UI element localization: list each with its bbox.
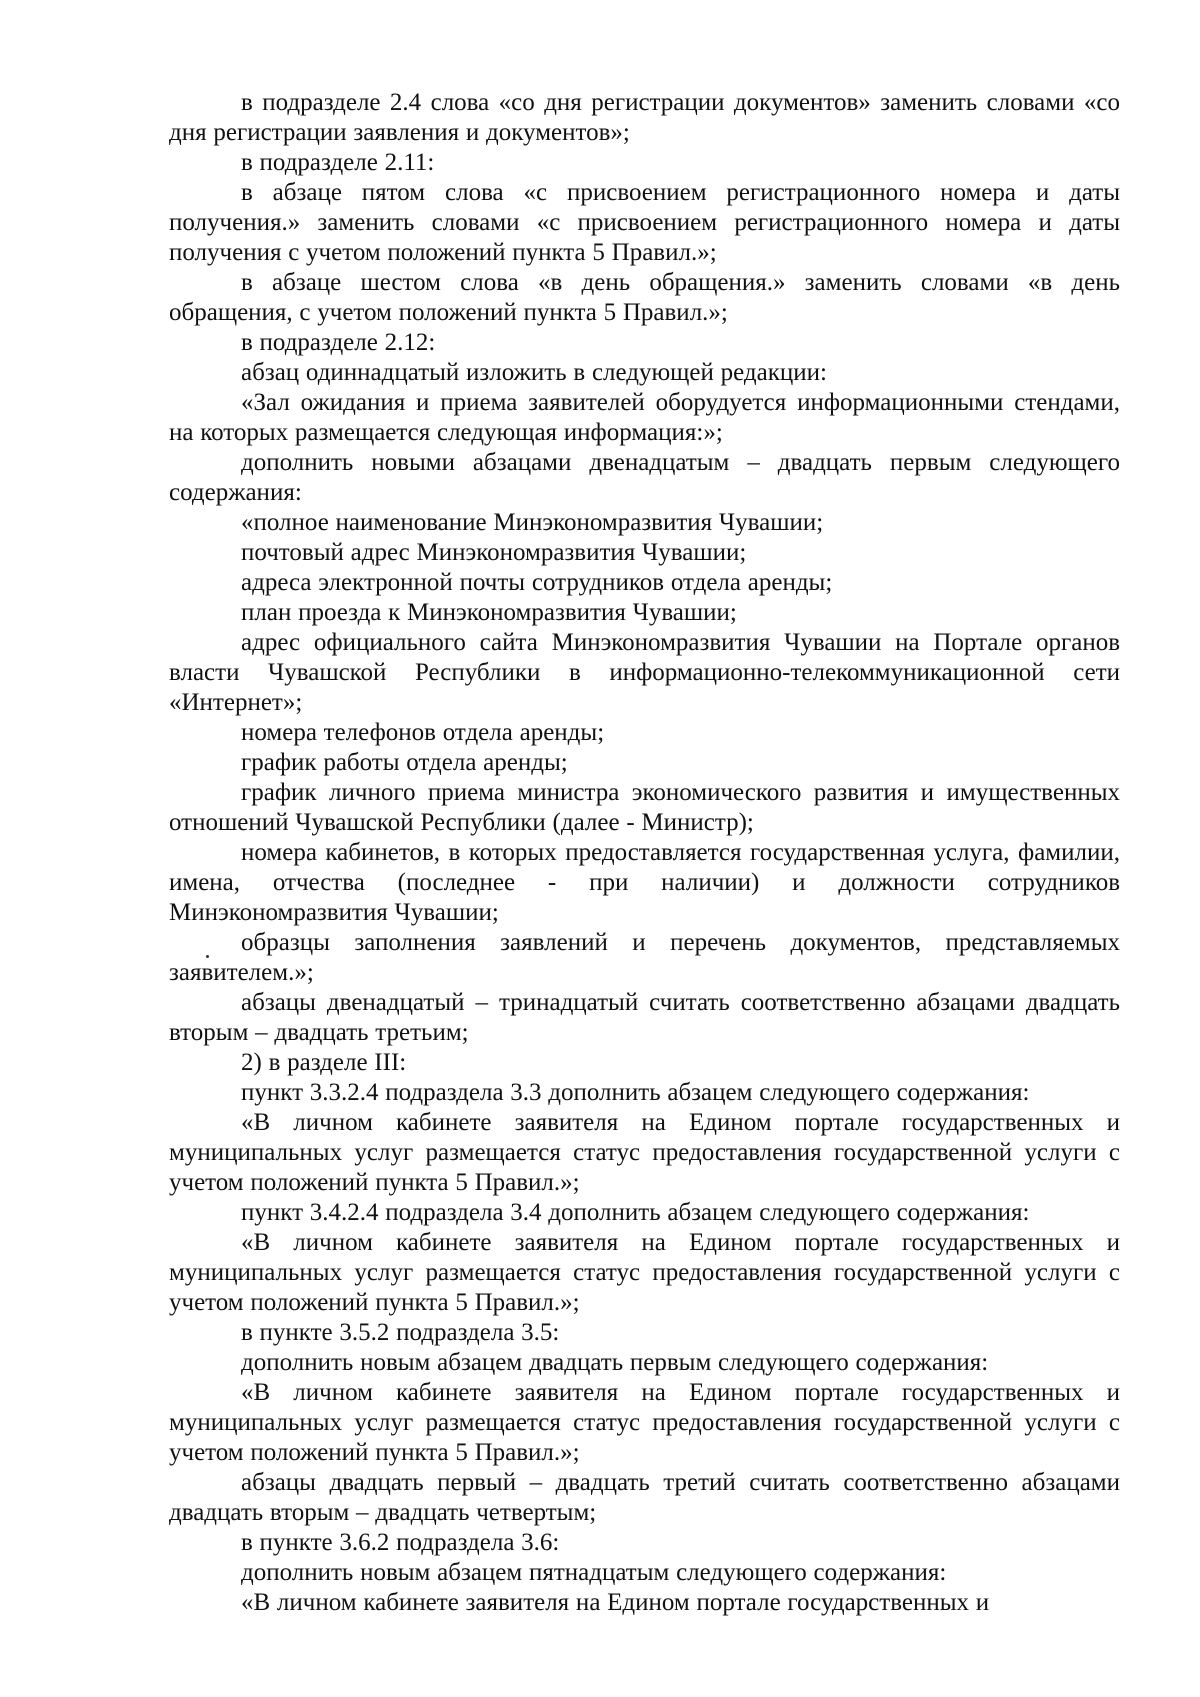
paragraph: в пункте 3.5.2 подраздела 3.5:	[241, 1319, 560, 1346]
paragraph: дополнить новыми абзацами двенадцатым – двадцать первым следующего содержания:	[169, 449, 1120, 506]
paragraph: почтовый адрес Минэкономразвития Чувашии;	[241, 539, 747, 566]
paragraph: адрес официального сайта Минэкономразвития Чувашии на Портале органов власти Чувашской Республики в информационно-телекоммуникационной сети «Интернет»;	[169, 629, 1120, 716]
scan-speck	[206, 955, 209, 958]
paragraph: в абзаце пятом слова «с присвоением регистрационного номера и даты получения.» заменить словами «с присвоением регистрационного номера и даты получения с учетом положений пункта 5 Правил.»;	[169, 179, 1120, 266]
paragraph: 2) в разделе III:	[241, 1049, 407, 1076]
paragraph: «В личном кабинете заявителя на Едином портале государственных и муниципальных услуг размещается статус предоставления государственной услуги с учетом положений пункта 5 Правил.»;	[169, 1379, 1120, 1466]
paragraph: номера кабинетов, в которых предоставляется государственная услуга, фамилии, имена, отчества (последнее - при наличии) и должности сотрудников Минэкономразвития Чувашии;	[169, 839, 1120, 926]
paragraph: дополнить новым абзацем двадцать первым следующего содержания:	[241, 1349, 989, 1376]
document-body	[169, 88, 1120, 1618]
paragraph: пункт 3.3.2.4 подраздела 3.3 дополнить абзацем следующего содержания:	[241, 1079, 1030, 1106]
paragraph: график работы отдела аренды;	[241, 749, 568, 776]
paragraph: «В личном кабинете заявителя на Едином портале государственных и	[241, 1589, 990, 1616]
paragraph: график личного приема министра экономического развития и имущественных отношений Чувашской Республики (далее - Министр);	[169, 779, 1120, 836]
paragraph: «В личном кабинете заявителя на Едином портале государственных и муниципальных услуг размещается статус предоставления государственной услуги с учетом положений пункта 5 Правил.»;	[169, 1109, 1120, 1196]
paragraph: абзац одиннадцатый изложить в следующей редакции:	[241, 359, 827, 386]
paragraph: пункт 3.4.2.4 подраздела 3.4 дополнить абзацем следующего содержания:	[241, 1199, 1030, 1226]
paragraph: «Зал ожидания и приема заявителей оборудуется информационными стендами, на которых размещается следующая информация:»;	[169, 389, 1120, 446]
paragraph: план проезда к Минэкономразвития Чувашии;	[241, 599, 737, 626]
paragraph: абзацы двадцать первый – двадцать третий считать соответственно абзацами двадцать вторым – двадцать четвертым;	[169, 1469, 1120, 1526]
paragraph: в подразделе 2.12:	[241, 329, 436, 356]
paragraph: в подразделе 2.11:	[241, 149, 435, 176]
paragraph: номера телефонов отдела аренды;	[241, 719, 605, 746]
paragraph: дополнить новым абзацем пятнадцатым следующего содержания:	[241, 1559, 947, 1586]
paragraph: «В личном кабинете заявителя на Едином портале государственных и муниципальных услуг размещается статус предоставления государственной услуги с учетом положений пункта 5 Правил.»;	[169, 1229, 1120, 1316]
paragraph: образцы заполнения заявлений и перечень документов, представляемых заявителем.»;	[169, 929, 1120, 986]
paragraph: адреса электронной почты сотрудников отдела аренды;	[241, 569, 833, 596]
paragraph: «полное наименование Минэкономразвития Чувашии;	[241, 509, 824, 536]
paragraph: в подразделе 2.4 слова «со дня регистрации документов» заменить словами «со дня регистрации заявления и документов»;	[169, 89, 1120, 146]
paragraph: абзацы двенадцатый – тринадцатый считать соответственно абзацами двадцать вторым – двадцать третьим;	[169, 989, 1120, 1046]
paragraph: в пункте 3.6.2 подраздела 3.6:	[241, 1529, 560, 1556]
paragraph: в абзаце шестом слова «в день обращения.» заменить словами «в день обращения, с учетом положений пункта 5 Правил.»;	[169, 269, 1120, 326]
